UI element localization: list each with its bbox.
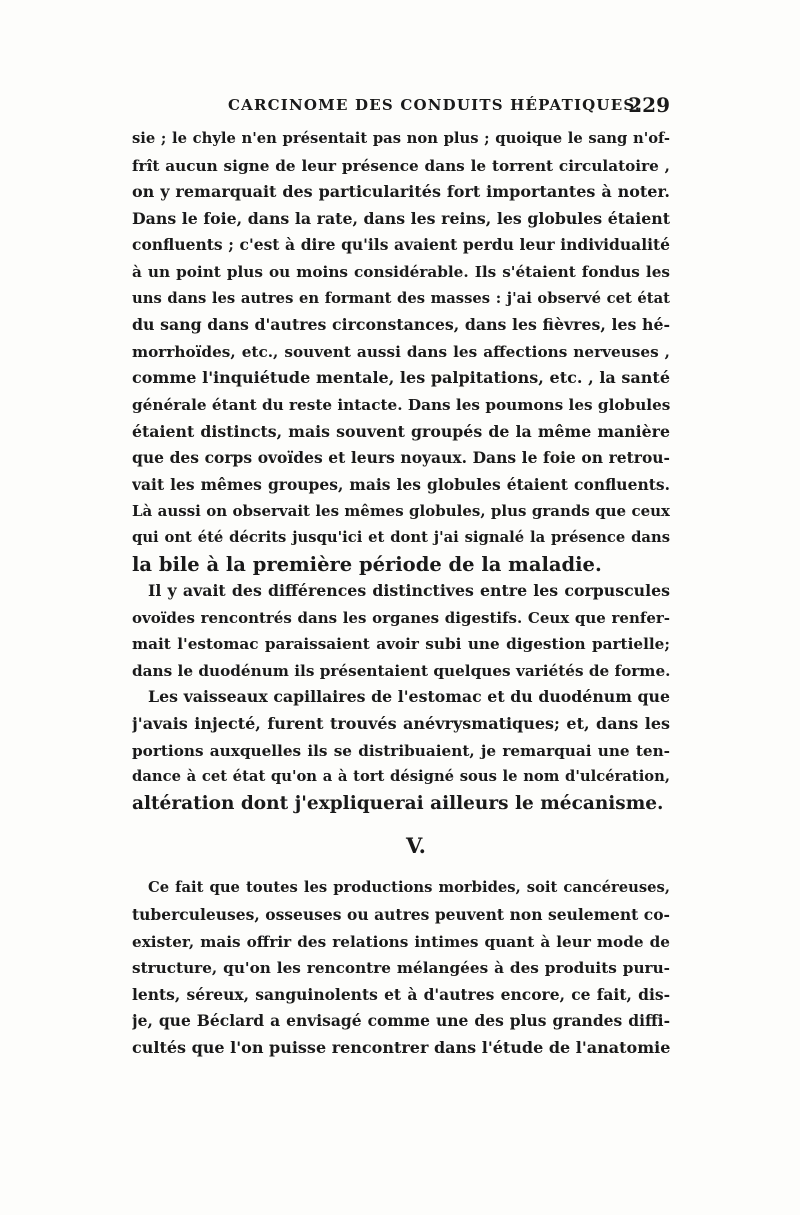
- page-number: 229: [628, 93, 670, 117]
- text-line: exister, mais offrir des relations intimes quant à leur mode de: [132, 932, 670, 951]
- section-heading: V.: [406, 833, 426, 859]
- text-line: dans le duodénum ils présentaient quelques variétés de forme.: [132, 661, 670, 680]
- text-line: générale étant du reste intacte. Dans les poumons les globules: [132, 395, 670, 414]
- page-header: [132, 93, 670, 124]
- text-line: lents, séreux, sanguinolents et à d'autres encore, ce fait, dis-: [132, 984, 670, 1004]
- paragraph: [132, 126, 670, 578]
- paragraph: [132, 684, 670, 817]
- text-line: confluents ; c'est à dire qu'ils avaient perdu leur individualité: [132, 235, 670, 255]
- text-line: structure, qu'on les rencontre mélangées à des produits puru-: [132, 959, 670, 978]
- body-text: [132, 126, 670, 1062]
- text-line: étaient distincts, mais souvent groupés de la même manière: [132, 421, 670, 441]
- paragraph: [132, 578, 670, 684]
- text-line: la bile à la première période de la maladie.: [132, 552, 602, 576]
- text-line: on y remarquait des particularités fort importantes à noter.: [132, 182, 670, 202]
- text-line: morrhoïdes, etc., souvent aussi dans les affections nerveuses ,: [132, 342, 670, 361]
- text-line: sie ; le chyle n'en présentait pas non plus ; quoique le sang n'of-: [132, 130, 670, 147]
- running-title: CARCINOME DES CONDUITS HÉPATIQUES.: [228, 96, 642, 114]
- text-line: uns dans les autres en formant des masses : j'ai observé cet état: [132, 289, 670, 307]
- text-line: tuberculeuses, osseuses ou autres peuvent non seulement co-: [132, 905, 670, 925]
- text-line: ovoïdes rencontrés dans les organes digestifs. Ceux que renfer-: [132, 608, 670, 627]
- text-line: à un point plus ou moins considérable. Ils s'étaient fondus les: [132, 262, 670, 281]
- text-line: portions auxquelles ils se distribuaient, je remarquai une ten-: [132, 741, 670, 760]
- text-line: Ce fait que toutes les productions morbides, soit cancéreuses,: [148, 879, 670, 897]
- text-line: j'avais injecté, furent trouvés anévrysmatiques; et, dans les: [132, 714, 670, 734]
- paragraph: [132, 875, 670, 1061]
- text-line: dance à cet état qu'on a à tort désigné sous le nom d'ulcération,: [132, 768, 670, 786]
- text-line: qui ont été décrits jusqu'ici et dont j'ai signalé la présence dans: [132, 528, 670, 546]
- text-line: mait l'estomac paraissaient avoir subi une digestion partielle;: [132, 635, 670, 654]
- text-line: Dans le foie, dans la rate, dans les reins, les globules étaient: [132, 208, 670, 228]
- text-line: je, que Béclard a envisagé comme une des plus grandes diffi-: [132, 1011, 670, 1031]
- text-line: Il y avait des différences distinctives entre les corpuscules: [148, 581, 670, 601]
- text-line: vait les mêmes groupes, mais les globules étaient confluents.: [132, 474, 670, 494]
- text-line: Là aussi on observait les mêmes globules, plus grands que ceux: [132, 502, 670, 521]
- text-line: cultés que l'on puisse rencontrer dans l'étude de l'anatomie: [132, 1038, 670, 1057]
- text-line: du sang dans d'autres circonstances, dans les fièvres, les hé-: [132, 315, 670, 335]
- text-line: comme l'inquiétude mentale, les palpitations, etc. , la santé: [132, 368, 670, 388]
- text-line: altération dont j'expliquerai ailleurs le mécanisme.: [132, 792, 664, 814]
- text-line: que des corps ovoïdes et leurs noyaux. Dans le foie on retrou-: [132, 448, 670, 468]
- text-line: frît aucun signe de leur présence dans le torrent circulatoire ,: [132, 156, 670, 175]
- text-line: Les vaisseaux capillaires de l'estomac et du duodénum que: [148, 687, 670, 707]
